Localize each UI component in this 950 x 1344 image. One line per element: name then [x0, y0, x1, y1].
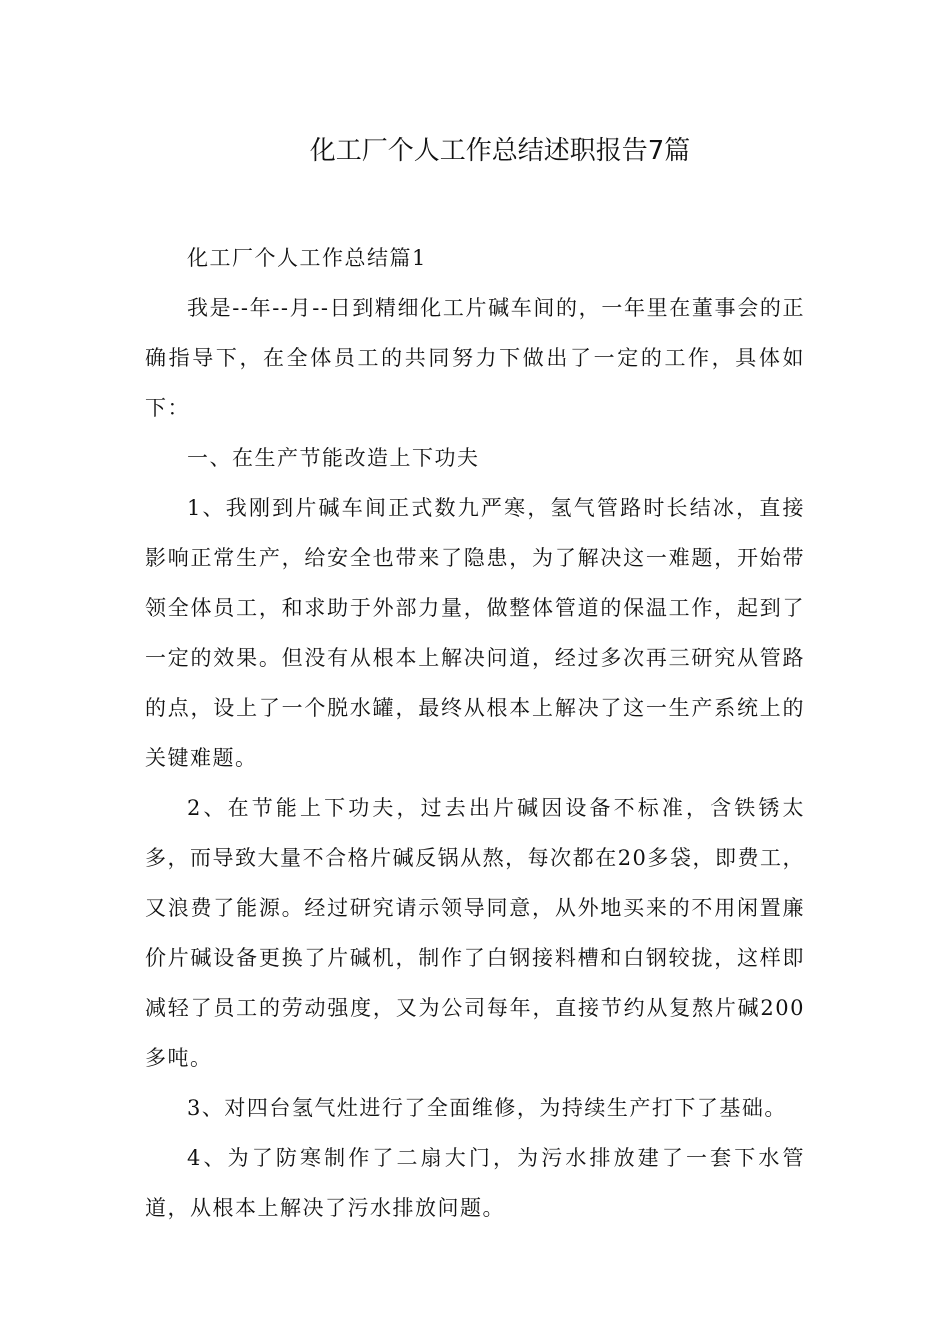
body-paragraph: 1、我刚到片碱车间正式数九严寒，氢气管路时长结冰，直接影响正常生产，给安全也带来了隐患，为了解决这一难题，开始带领全体员工，和求助于外部力量，做整体管道的保温工作，起到了一定的效果。但没有从根本上解决问道，经过多次再三研究从管路的点，设上了一个脱水罐，最终从根本上解决了这一生产系统上的关键难题。	[145, 496, 805, 770]
body-paragraph: 3、对四台氢气灶进行了全面维修，为持续生产打下了基础。	[187, 1096, 787, 1120]
intro-paragraph: 我是--年--月--日到精细化工片碱车间的，一年里在董事会的正确指导下，在全体员工的共同努力下做出了一定的工作，具体如下：	[145, 296, 805, 420]
body-paragraph: 2、在节能上下功夫，过去出片碱因设备不标准，含铁锈太多，而导致大量不合格片碱反锅从熬，每次都在20多袋，即费工，又浪费了能源。经过研究请示领导同意，从外地买来的不用闲置廉价片碱设备更换了片碱机，制作了白钢接料槽和白钢较拢，这样即减轻了员工的劳动强度，又为公司每年，直接节约从复熬片碱200多吨。	[145, 796, 805, 1070]
document-body	[145, 233, 805, 1233]
body-paragraph: 4、为了防寒制作了二扇大门，为污水排放建了一套下水管道，从根本上解决了污水排放问题。	[145, 1146, 805, 1220]
document-title: 化工厂个人工作总结述职报告7篇	[309, 136, 691, 166]
subsection-heading: 一、在生产节能改造上下功夫	[187, 446, 480, 470]
section-heading: 化工厂个人工作总结篇1	[187, 246, 427, 270]
